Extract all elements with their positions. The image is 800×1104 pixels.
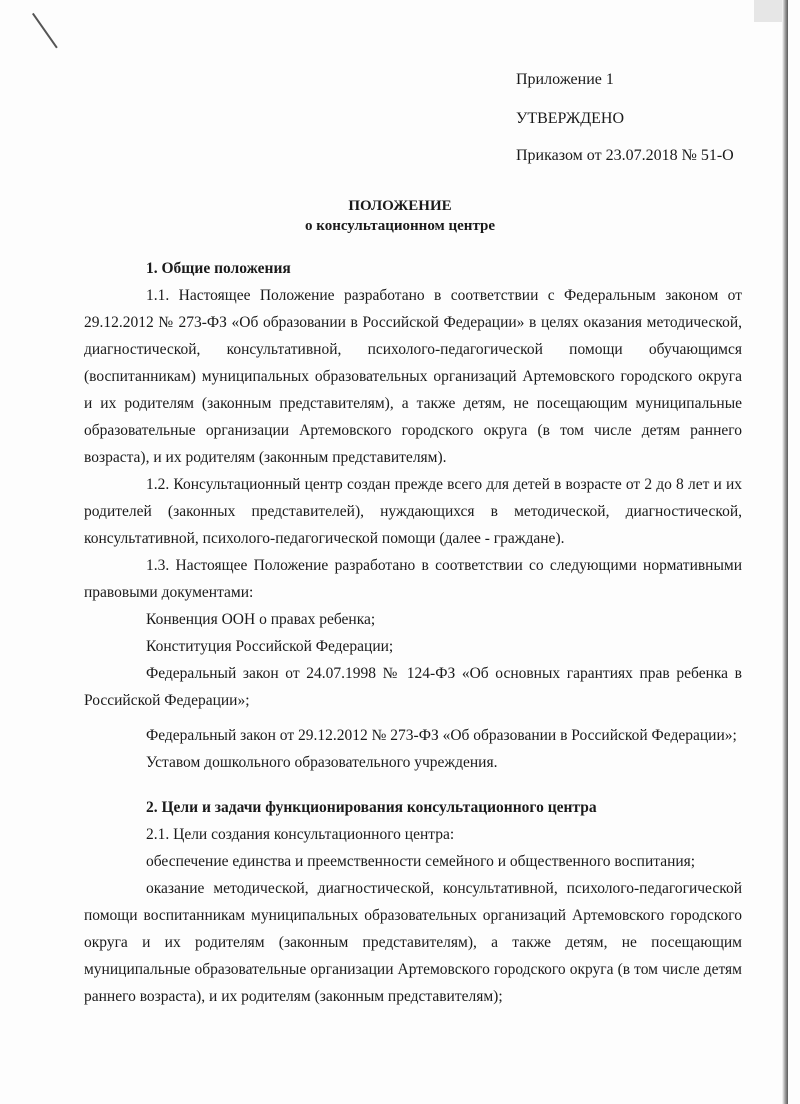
scan-edge-shadow (782, 0, 788, 1104)
paragraph-1-1: 1.1. Настоящее Положение разработано в соответствии с Федеральным законом от 29.12.2012 № 273-ФЗ «Об образовании в Российской Федерации» в целях оказания методической, диагностической, консультативной, психолого-педагогической помощи обучающимся (воспитанникам) муниципальных образовательных организаций Артемовского городского округа и их родителям (законным представителям), а также детям, не посещающим муниципальные образовательные организации Артемовского городского округа (в том числе детям раннего возраста), и их родителям (законным представителям). (84, 287, 742, 466)
scan-pen-mark (32, 13, 58, 49)
document-list-item: Уставом дошкольного образовательного учреждения. (146, 754, 498, 771)
scan-corner (754, 0, 782, 22)
document-list-item: Федеральный закон от 29.12.2012 № 273-ФЗ «Об образовании в Российской Федерации»; (146, 727, 737, 744)
order-reference: Приказом от 23.07.2018 № 51-О (516, 147, 734, 164)
document-subtitle: о консультационном центре (305, 218, 495, 234)
paragraph-2-1: 2.1. Цели создания консультационного центра: (146, 826, 455, 843)
document-list-item: Конвенция ООН о правах ребенка; (146, 611, 376, 628)
document-body (84, 255, 742, 1010)
goal-list-item: оказание методической, диагностической, консультативной, психолого-педагогической помощи воспитанникам муниципальных образовательных организаций Артемовского городского округа и их родителям (законным представителям), а также детям, не посещающим муниципальные образовательные организации Артемовского городского округа (в том числе детям раннего возраста), и их родителям (законным представителям); (84, 880, 742, 1005)
document-list-item: Конституция Российской Федерации; (146, 638, 394, 655)
section-1-heading: 1. Общие положения (146, 260, 291, 277)
approved-label: УТВЕРЖДЕНО (516, 110, 625, 127)
paragraph-1-2: 1.2. Консультационный центр создан прежде всего для детей в возрасте от 2 до 8 лет и их родителей (законных представителей), нуждающихся в методической, диагностической, консультативной, психолого-педагогической помощи (далее - граждане). (84, 476, 742, 547)
section-2-heading: 2. Цели и задачи функционирования консультационного центра (146, 799, 597, 816)
document-list-item: Федеральный закон от 24.07.1998 № 124-ФЗ «Об основных гарантиях прав ребенка в Российской Федерации»; (84, 665, 742, 709)
document-title: ПОЛОЖЕНИЕ (348, 198, 452, 214)
appendix-label: Приложение 1 (516, 71, 614, 88)
paragraph-1-3: 1.3. Настоящее Положение разработано в соответствии со следующими нормативными правовыми документами: (84, 557, 742, 601)
goal-list-item: обеспечение единства и преемственности семейного и общественного воспитания; (146, 853, 696, 870)
